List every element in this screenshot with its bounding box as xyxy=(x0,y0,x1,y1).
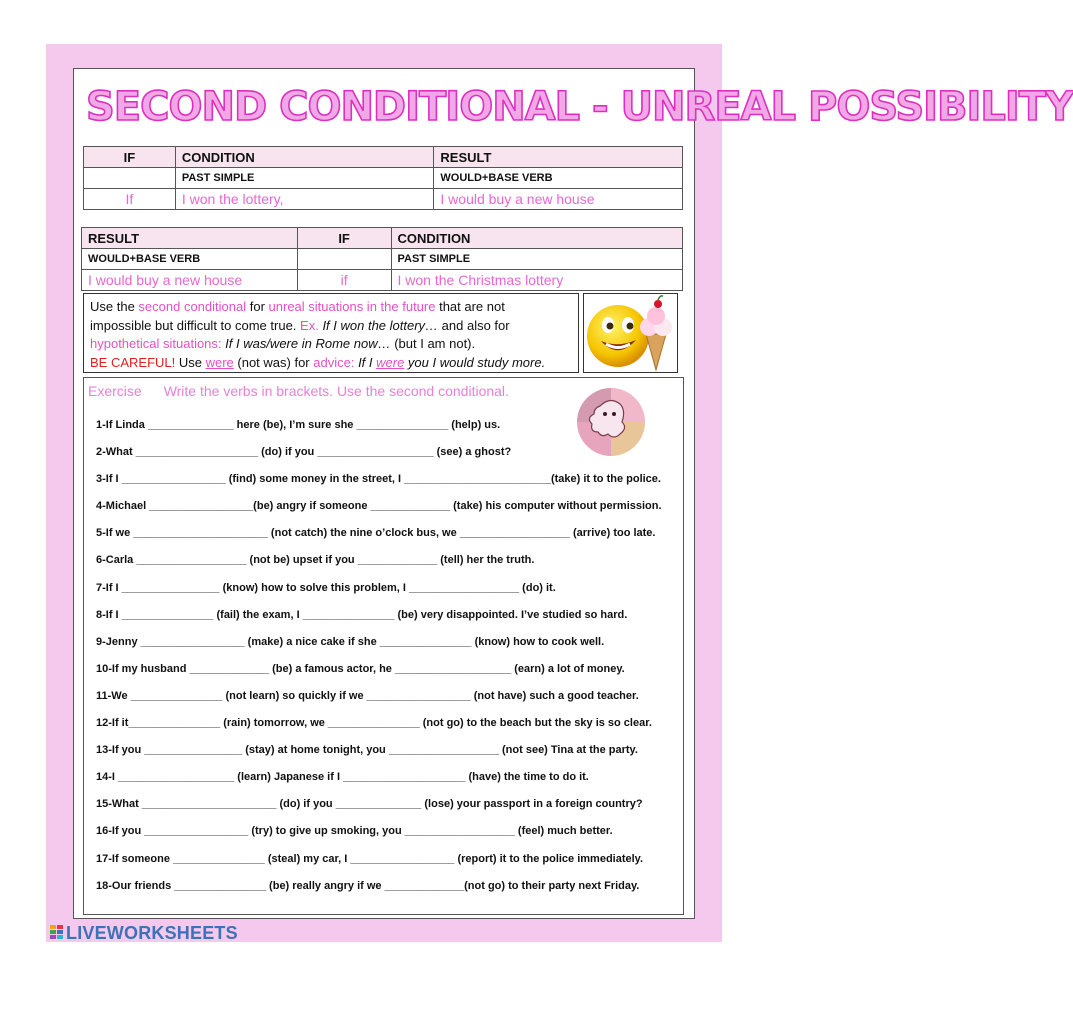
header-cell: RESULT xyxy=(82,228,298,249)
note-text: for xyxy=(246,299,269,314)
note-text: (not was) for xyxy=(233,354,314,370)
header-cell: CONDITION xyxy=(175,147,434,168)
form-cell: WOULD+BASE VERB xyxy=(434,168,683,189)
example-cell: If xyxy=(84,189,176,210)
example-cell: if xyxy=(297,270,391,291)
example-cell: I won the Christmas lottery xyxy=(391,270,683,291)
exercise-item: 5-If we ______________________ (not catch) the nine o’clock bus, we __________________ (arrive) too late. xyxy=(96,527,656,540)
structure-table-result-first xyxy=(81,227,683,291)
exercise-item: 6-Carla __________________ (not be) upset if you _____________ (tell) her the truth. xyxy=(96,554,535,567)
note-text: that are not xyxy=(435,299,505,314)
table-header-row xyxy=(84,147,683,168)
table-header-row xyxy=(82,228,683,249)
exercise-item: 3-If I _________________ (find) some money in the street, I ________________________(take) it to the police. xyxy=(96,473,661,486)
form-cell: PAST SIMPLE xyxy=(175,168,434,189)
table-form-row xyxy=(82,249,683,270)
note-warning: BE CAREFUL! xyxy=(90,354,176,370)
example-cell: I would buy a new house xyxy=(434,189,683,210)
exercise-item: 14-I ___________________ (learn) Japanese if I ____________________ (have) the time to do it. xyxy=(96,771,589,784)
note-highlight: hypothetical situations: xyxy=(90,336,222,351)
grammar-note xyxy=(83,293,579,373)
note-example: you I would study more. xyxy=(404,354,546,370)
exercise-list xyxy=(96,412,676,900)
header-cell: CONDITION xyxy=(391,228,683,249)
note-text: and also for xyxy=(438,317,510,333)
liveworksheets-logo[interactable] xyxy=(50,922,238,944)
table-form-row xyxy=(84,168,683,189)
exercise-item: 10-If my husband _____________ (be) a famous actor, he ___________________ (earn) a lot of money. xyxy=(96,662,625,675)
exercise-item: 16-If you _________________ (try) to give up smoking, you __________________ (feel) much better. xyxy=(96,825,613,838)
form-cell: WOULD+BASE VERB xyxy=(82,249,298,270)
header-cell: IF xyxy=(84,147,176,168)
note-highlight: second conditional xyxy=(138,299,247,314)
form-cell xyxy=(84,168,176,189)
note-example: If I xyxy=(354,354,377,370)
note-line xyxy=(90,335,572,354)
smiley-ice-cream-icon xyxy=(584,294,676,371)
exercise-item: 12-If it_______________ (rain) tomorrow, we _______________ (not go) to the beach but the sky is so clear. xyxy=(96,717,652,730)
exercise-label: Exercise xyxy=(88,383,142,399)
exercise-item: 15-What ______________________ (do) if you ______________ (lose) your passport in a foreign country? xyxy=(96,798,643,811)
note-text: Use the xyxy=(90,299,139,314)
note-text: impossible but difficult to come true. xyxy=(90,317,301,333)
note-highlight: were xyxy=(376,354,405,370)
exercise-item: 17-If someone _______________ (steal) my car, I _________________ (report) it to the police immediately. xyxy=(96,852,644,865)
note-highlight: were xyxy=(205,354,234,370)
note-text: (but I am not). xyxy=(390,336,476,351)
logo-text: LIVEWORKSHEETS xyxy=(66,922,238,943)
exercise-item: 9-Jenny _________________ (make) a nice cake if she _______________ (know) how to cook well. xyxy=(96,635,605,648)
exercise-item: 4-Michael _________________(be) angry if someone _____________ (take) his computer without permission. xyxy=(96,500,662,513)
liveworksheets-logo-icon xyxy=(50,925,64,941)
note-example: If I was/were in Rome now… xyxy=(221,336,391,351)
header-cell: IF xyxy=(297,228,391,249)
exercise-heading xyxy=(88,383,531,399)
table-example-row xyxy=(84,189,683,210)
header-cell: RESULT xyxy=(434,147,683,168)
exercise-item: 2-What ____________________ (do) if you ___________________ (see) a ghost? xyxy=(96,446,512,459)
exercise-item: 18-Our friends _______________ (be) really angry if we _____________(not go) to their party next Friday. xyxy=(96,879,640,892)
exercise-item: 8-If I _______________ (fail) the exam, I _______________ (be) very disappointed. I’ve studied so hard. xyxy=(96,608,628,621)
exercise-item: 13-If you ________________ (stay) at home tonight, you __________________ (not see) Tina at the party. xyxy=(96,744,638,757)
note-line xyxy=(90,298,572,317)
structure-table-if-first xyxy=(83,146,683,210)
note-text: Use xyxy=(175,354,206,370)
page-title: SECOND CONDITIONAL - UNREAL POSSIBILITY xyxy=(86,84,1073,130)
exercise-item: 11-We _______________ (not learn) so quickly if we _________________ (not have) such a good teacher. xyxy=(96,689,639,702)
example-cell: I won the lottery, xyxy=(175,189,434,210)
example-cell: I would buy a new house xyxy=(82,270,298,291)
note-line xyxy=(90,354,572,373)
exercise-item: 7-If I ________________ (know) how to solve this problem, I __________________ (do) it. xyxy=(96,581,556,594)
table-example-row xyxy=(82,270,683,291)
note-highlight: advice: xyxy=(313,354,355,370)
exercise-instruction: Write the verbs in brackets. Use the second conditional. xyxy=(163,383,509,399)
note-highlight: Ex. xyxy=(300,317,319,333)
form-cell xyxy=(297,249,391,270)
form-cell: PAST SIMPLE xyxy=(391,249,683,270)
note-example: If I won the lottery… xyxy=(318,317,439,333)
exercise-item: 1-If Linda ______________ here (be), I’m sure she _______________ (help) us. xyxy=(96,419,501,431)
note-highlight: unreal situations in the future xyxy=(268,299,436,314)
smiley-illustration-frame xyxy=(583,293,678,373)
note-line xyxy=(90,317,572,336)
